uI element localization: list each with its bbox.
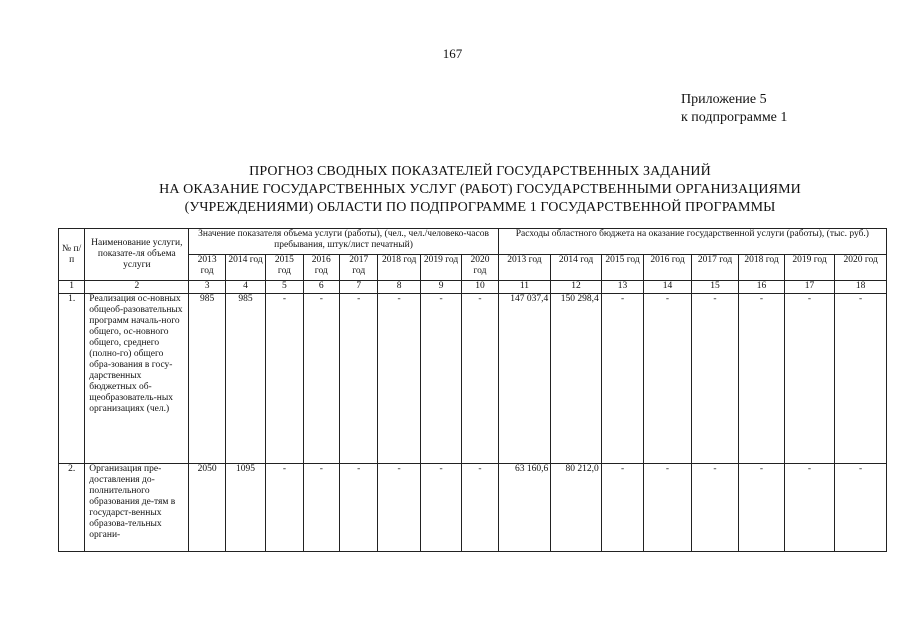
header-expense-year: 2020 год bbox=[835, 255, 887, 281]
header-volume-year: 2018 год bbox=[378, 255, 420, 281]
row-volume-value: - bbox=[462, 294, 498, 464]
row-number: 1. bbox=[59, 294, 85, 464]
row-service-name: Организация пре-доставления до-полнительного образования де-тям в государст-венных образова-тельных органи- bbox=[85, 464, 189, 552]
header-expense-year: 2014 год bbox=[551, 255, 602, 281]
header-expense-year: 2019 год bbox=[784, 255, 835, 281]
row-expense-value: - bbox=[601, 294, 643, 464]
row-volume-value: - bbox=[420, 294, 461, 464]
row-expense-value: - bbox=[835, 294, 887, 464]
column-number-cell: 13 bbox=[601, 281, 643, 294]
column-number-cell: 16 bbox=[739, 281, 784, 294]
header-expense-year: 2013 год bbox=[498, 255, 551, 281]
column-number-cell: 10 bbox=[462, 281, 498, 294]
row-volume-value: 985 bbox=[189, 294, 225, 464]
row-volume-value: - bbox=[339, 294, 377, 464]
header-col-name: Наименование услуги, показате-ля объема услуги bbox=[85, 229, 189, 281]
row-volume-value: 2050 bbox=[189, 464, 225, 552]
table-row bbox=[59, 464, 887, 552]
header-volume-year: 2020 год bbox=[462, 255, 498, 281]
column-number-cell: 1 bbox=[59, 281, 85, 294]
header-expense-year: 2018 год bbox=[739, 255, 784, 281]
header-volume-year: 2015 год bbox=[266, 255, 303, 281]
row-expense-value: 147 037,4 bbox=[498, 294, 551, 464]
row-expense-value: - bbox=[739, 464, 784, 552]
column-number-cell: 11 bbox=[498, 281, 551, 294]
row-volume-value: - bbox=[462, 464, 498, 552]
row-volume-value: - bbox=[303, 294, 339, 464]
column-number-cell: 2 bbox=[85, 281, 189, 294]
row-expense-value: - bbox=[784, 464, 835, 552]
row-expense-value: - bbox=[835, 464, 887, 552]
row-number: 2. bbox=[59, 464, 85, 552]
header-volume-group: Значение показателя объема услуги (работы), (чел., чел./человеко-часов пребывания, штук/лист печатный) bbox=[189, 229, 498, 255]
title-line-2: НА ОКАЗАНИЕ ГОСУДАРСТВЕННЫХ УСЛУГ (РАБОТ) ГОСУДАРСТВЕННЫМИ ОРГАНИЗАЦИЯМИ bbox=[159, 182, 801, 197]
row-expense-value: - bbox=[644, 464, 692, 552]
row-expense-value: - bbox=[784, 294, 835, 464]
column-number-cell: 4 bbox=[225, 281, 265, 294]
header-expense-year: 2016 год bbox=[644, 255, 692, 281]
row-expense-value: - bbox=[739, 294, 784, 464]
column-number-cell: 14 bbox=[644, 281, 692, 294]
row-volume-value: 1095 bbox=[225, 464, 265, 552]
row-volume-value: 985 bbox=[225, 294, 265, 464]
header-volume-year: 2014 год bbox=[225, 255, 265, 281]
column-number-cell: 3 bbox=[189, 281, 225, 294]
row-service-name: Реализация ос-новных общеоб-разовательных программ началь-ного общего, ос-новного общего, среднего (полно-го) общего обра-зования в госу-дарственных бюджетных об-щеобразователь-ных организациях (чел.) bbox=[85, 294, 189, 464]
row-expense-value: - bbox=[644, 294, 692, 464]
header-expense-year: 2015 год bbox=[601, 255, 643, 281]
document-title bbox=[60, 163, 900, 217]
column-number-cell: 7 bbox=[339, 281, 377, 294]
header-volume-year: 2017 год bbox=[339, 255, 377, 281]
header-col-number: № п/ п bbox=[59, 229, 85, 281]
forecast-table bbox=[58, 228, 887, 552]
column-number-cell: 17 bbox=[784, 281, 835, 294]
row-volume-value: - bbox=[303, 464, 339, 552]
row-expense-value: - bbox=[601, 464, 643, 552]
page-number: 167 bbox=[442, 46, 463, 61]
row-expense-value: - bbox=[691, 294, 739, 464]
column-number-cell: 9 bbox=[420, 281, 461, 294]
header-expense-group: Расходы областного бюджета на оказание государственной услуги (работы), (тыс. руб.) bbox=[498, 229, 886, 255]
header-volume-year: 2019 год bbox=[420, 255, 461, 281]
row-expense-value: - bbox=[691, 464, 739, 552]
row-expense-value: 80 212,0 bbox=[551, 464, 602, 552]
table-row bbox=[59, 294, 887, 464]
row-volume-value: - bbox=[378, 464, 420, 552]
header-volume-year: 2016 год bbox=[303, 255, 339, 281]
row-volume-value: - bbox=[266, 464, 303, 552]
row-volume-value: - bbox=[378, 294, 420, 464]
title-line-1: ПРОГНОЗ СВОДНЫХ ПОКАЗАТЕЛЕЙ ГОСУДАРСТВЕННЫХ ЗАДАНИЙ bbox=[249, 164, 711, 179]
column-number-cell: 15 bbox=[691, 281, 739, 294]
column-number-cell: 8 bbox=[378, 281, 420, 294]
header-expense-year: 2017 год bbox=[691, 255, 739, 281]
column-number-cell: 5 bbox=[266, 281, 303, 294]
row-volume-value: - bbox=[339, 464, 377, 552]
row-expense-value: 63 160,6 bbox=[498, 464, 551, 552]
column-number-cell: 12 bbox=[551, 281, 602, 294]
appendix-label bbox=[681, 91, 787, 127]
title-line-3: (УЧРЕЖДЕНИЯМИ) ОБЛАСТИ ПО ПОДПРОГРАММЕ 1 ГОСУДАРСТВЕННОЙ ПРОГРАММЫ bbox=[184, 200, 776, 215]
appendix-line-1: Приложение 5 bbox=[681, 92, 767, 107]
row-volume-value: - bbox=[266, 294, 303, 464]
appendix-line-2: к подпрограмме 1 bbox=[681, 110, 788, 125]
row-volume-value: - bbox=[420, 464, 461, 552]
column-number-cell: 18 bbox=[835, 281, 887, 294]
column-number-cell: 6 bbox=[303, 281, 339, 294]
header-volume-year: 2013 год bbox=[189, 255, 225, 281]
row-expense-value: 150 298,4 bbox=[551, 294, 602, 464]
